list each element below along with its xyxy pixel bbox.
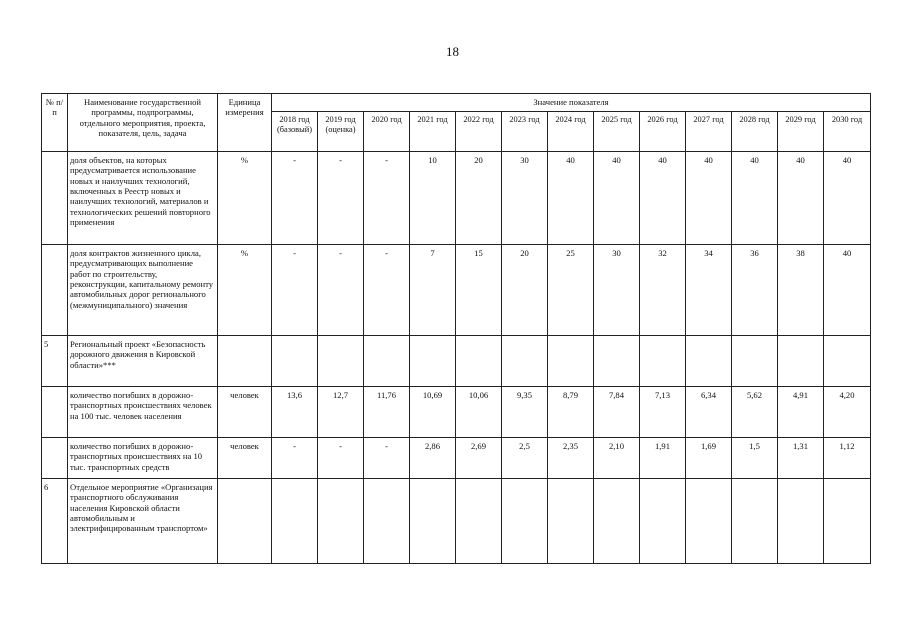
value-cell: 7,13 — [640, 387, 686, 438]
value-cell: - — [364, 245, 410, 336]
value-cell — [778, 336, 824, 387]
value-cell — [318, 336, 364, 387]
header-year: 2018 год (базовый) — [272, 112, 318, 152]
row-number — [42, 438, 68, 479]
value-cell — [686, 336, 732, 387]
value-cell: 20 — [502, 245, 548, 336]
value-cell: 1,12 — [824, 438, 871, 479]
header-year: 2025 год — [594, 112, 640, 152]
value-cell: - — [272, 152, 318, 245]
header-num: № п/п — [42, 94, 68, 152]
row-number — [42, 245, 68, 336]
value-cell: 7,84 — [594, 387, 640, 438]
row-number: 6 — [42, 479, 68, 564]
value-cell: 11,76 — [364, 387, 410, 438]
unit-cell: % — [218, 245, 272, 336]
value-cell: 5,62 — [732, 387, 778, 438]
value-cell — [502, 336, 548, 387]
header-value-group: Значение показателя — [272, 94, 871, 112]
value-cell: 7 — [410, 245, 456, 336]
value-cell: - — [318, 152, 364, 245]
value-cell: 40 — [824, 152, 871, 245]
header-year: 2023 год — [502, 112, 548, 152]
indicator-name: количество погибших в дорожно-транспортных происшествиях на 10 тыс. транспортных средств — [68, 438, 218, 479]
row-number — [42, 387, 68, 438]
value-cell: 40 — [778, 152, 824, 245]
value-cell — [364, 336, 410, 387]
value-cell: 40 — [640, 152, 686, 245]
value-cell: 34 — [686, 245, 732, 336]
value-cell: - — [318, 438, 364, 479]
header-year: 2028 год — [732, 112, 778, 152]
value-cell: - — [364, 152, 410, 245]
value-cell: 2,35 — [548, 438, 594, 479]
value-cell — [272, 479, 318, 564]
value-cell — [732, 479, 778, 564]
value-cell — [778, 479, 824, 564]
header-year: 2019 год (оценка) — [318, 112, 364, 152]
table-row — [42, 479, 871, 564]
value-cell: 30 — [594, 245, 640, 336]
header-year: 2029 год — [778, 112, 824, 152]
indicator-name: количество погибших в дорожно-транспортных происшествиях человек на 100 тыс. человек населения — [68, 387, 218, 438]
unit-cell: человек — [218, 387, 272, 438]
page-number: 18 — [446, 44, 459, 59]
table-row — [42, 245, 871, 336]
value-cell: 36 — [732, 245, 778, 336]
value-cell — [318, 479, 364, 564]
value-cell: 40 — [594, 152, 640, 245]
table-row — [42, 152, 871, 245]
value-cell — [502, 479, 548, 564]
value-cell — [272, 336, 318, 387]
indicator-name: доля объектов, на которых предусматривается использование новых и наилучших технологий, включенных в Реестр новых и наилучших технологий, материалов и технологических решений повторного применения — [68, 152, 218, 245]
value-cell: 10,06 — [456, 387, 502, 438]
value-cell: 2,10 — [594, 438, 640, 479]
value-cell: 4,20 — [824, 387, 871, 438]
value-cell: 12,7 — [318, 387, 364, 438]
header-year: 2030 год — [824, 112, 871, 152]
value-cell — [824, 479, 871, 564]
indicator-name: Отдельное мероприятие «Организация транспортного обслуживания населения Кировской области автомобильным и электрифицированным транспортом» — [68, 479, 218, 564]
value-cell: 1,5 — [732, 438, 778, 479]
value-cell: 1,69 — [686, 438, 732, 479]
unit-cell — [218, 336, 272, 387]
value-cell: 10,69 — [410, 387, 456, 438]
unit-cell — [218, 479, 272, 564]
value-cell: - — [318, 245, 364, 336]
header-year: 2020 год — [364, 112, 410, 152]
unit-cell: человек — [218, 438, 272, 479]
value-cell: 1,91 — [640, 438, 686, 479]
value-cell: 38 — [778, 245, 824, 336]
indicator-name: Региональный проект «Безопасность дорожного движения в Кировской области»*** — [68, 336, 218, 387]
value-cell: 40 — [732, 152, 778, 245]
value-cell: 40 — [686, 152, 732, 245]
unit-cell: % — [218, 152, 272, 245]
value-cell: - — [272, 438, 318, 479]
value-cell: 15 — [456, 245, 502, 336]
value-cell — [456, 479, 502, 564]
value-cell — [456, 336, 502, 387]
value-cell: 2,69 — [456, 438, 502, 479]
value-cell: 2,5 — [502, 438, 548, 479]
indicators-table — [41, 93, 871, 564]
value-cell: 2,86 — [410, 438, 456, 479]
value-cell: 30 — [502, 152, 548, 245]
header-name: Наименование государственной программы, подпрограммы, отдельного мероприятия, проекта, показателя, цель, задача — [68, 94, 218, 152]
value-cell — [410, 336, 456, 387]
value-cell: 4,91 — [778, 387, 824, 438]
value-cell: 6,34 — [686, 387, 732, 438]
table-row — [42, 387, 871, 438]
header-year: 2026 год — [640, 112, 686, 152]
row-number: 5 — [42, 336, 68, 387]
value-cell: 8,79 — [548, 387, 594, 438]
value-cell: 13,6 — [272, 387, 318, 438]
value-cell: - — [272, 245, 318, 336]
value-cell — [732, 336, 778, 387]
value-cell — [824, 336, 871, 387]
header-year: 2024 год — [548, 112, 594, 152]
value-cell — [594, 479, 640, 564]
row-number — [42, 152, 68, 245]
value-cell: 32 — [640, 245, 686, 336]
value-cell: 40 — [548, 152, 594, 245]
value-cell — [548, 479, 594, 564]
header-year: 2027 год — [686, 112, 732, 152]
value-cell — [640, 479, 686, 564]
header-year: 2021 год — [410, 112, 456, 152]
indicator-name: доля контрактов жизненного цикла, предусматривающих выполнение работ по строительству, реконструкции, капитальному ремонту автомобильных дорог регионального (межмуниципального) значения — [68, 245, 218, 336]
header-year: 2022 год — [456, 112, 502, 152]
value-cell: - — [364, 438, 410, 479]
value-cell — [640, 336, 686, 387]
value-cell: 10 — [410, 152, 456, 245]
table-row — [42, 438, 871, 479]
value-cell: 1,31 — [778, 438, 824, 479]
value-cell: 20 — [456, 152, 502, 245]
value-cell — [686, 479, 732, 564]
value-cell — [410, 479, 456, 564]
table-row — [42, 336, 871, 387]
value-cell — [548, 336, 594, 387]
value-cell — [594, 336, 640, 387]
header-unit: Единица измерения — [218, 94, 272, 152]
value-cell: 25 — [548, 245, 594, 336]
value-cell: 40 — [824, 245, 871, 336]
value-cell — [364, 479, 410, 564]
value-cell: 9,35 — [502, 387, 548, 438]
